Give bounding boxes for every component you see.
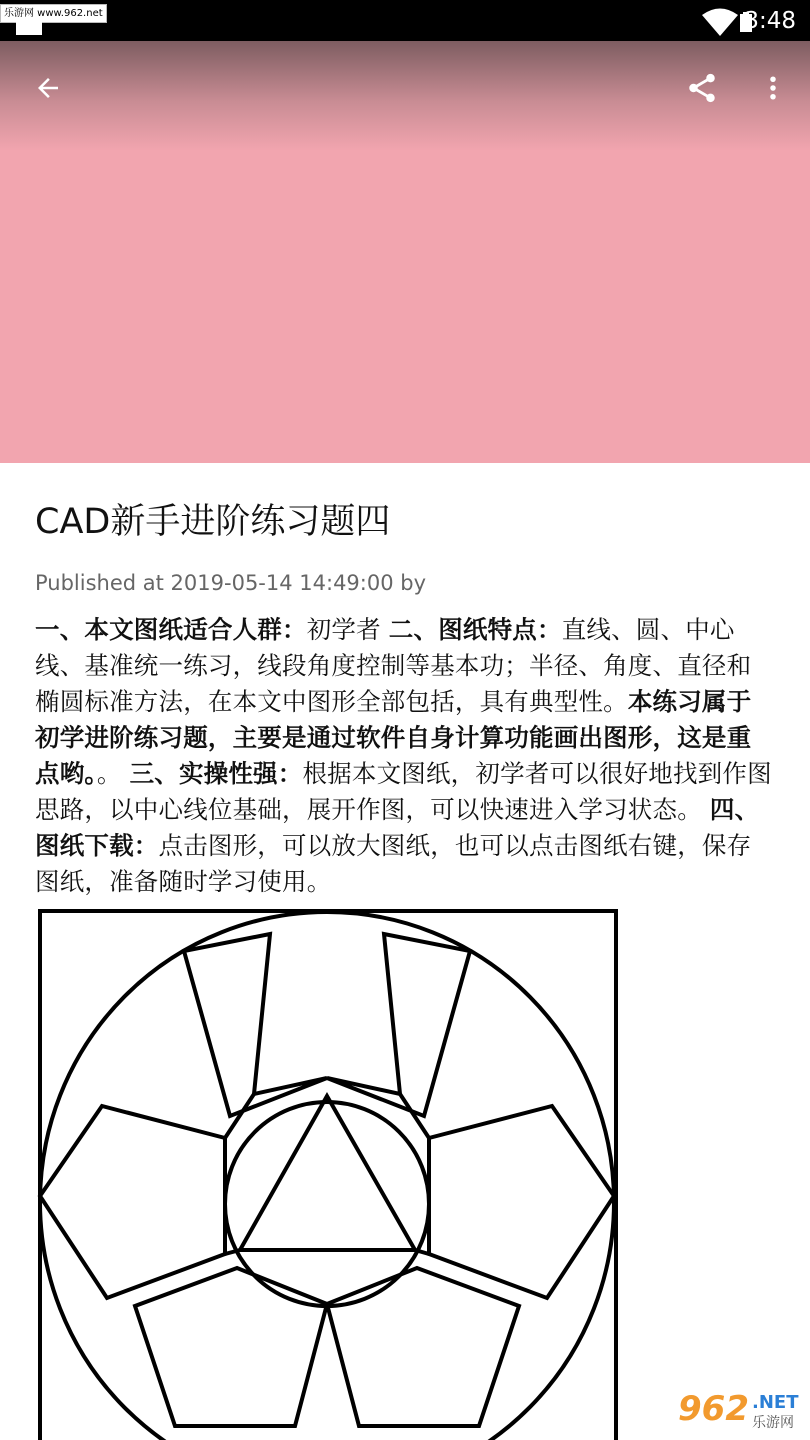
pentagon-br	[327, 1268, 519, 1426]
download-text: 点击图形，可以放大图纸，也可以点击图纸右键，保存图纸，准备随时学习使用。	[35, 831, 752, 896]
section-heading-audience: 一、本文图纸适合人群：	[35, 615, 307, 644]
cad-drawing-image[interactable]	[35, 906, 619, 1440]
hero-header	[0, 41, 810, 463]
outer-circle	[40, 912, 614, 1440]
wifi-icon	[700, 8, 740, 36]
audience-text: 初学者	[306, 615, 389, 644]
share-button[interactable]	[674, 60, 730, 116]
article-title: CAD新手进阶练习题四	[35, 502, 391, 542]
pentagon-left	[40, 1106, 225, 1298]
arrow-left-icon	[33, 73, 63, 103]
punctuation-text: 。	[96, 759, 130, 788]
article-body	[35, 612, 775, 900]
pentagon-bl	[135, 1268, 327, 1426]
status-clock: 3:48	[744, 8, 796, 34]
features-text: 直线、圆、中心线、基准统一练习，线段角度控制等基本功；半径、角度、直径和椭圆标准方法，在本文中图形全部包括，具有典型性。	[35, 615, 752, 716]
connector-lines	[225, 1094, 429, 1254]
drawing-frame	[40, 911, 616, 1440]
pentagon-right	[429, 1106, 614, 1298]
more-options-button[interactable]	[745, 60, 801, 116]
site-logo-watermark	[668, 1389, 808, 1437]
emphasis-text: 本练习属于初学进阶练习题，主要是通过软件自身计算功能画出图形，这是重点哟。	[35, 687, 752, 788]
status-bar	[0, 0, 810, 41]
notification-icon	[16, 21, 42, 35]
logo-number: 962	[678, 1389, 749, 1429]
logo-cn: 乐游网	[752, 1415, 794, 1431]
share-icon	[685, 71, 719, 105]
section-heading-download: 四、图纸下载：	[35, 795, 760, 860]
pentagon-tr	[327, 934, 470, 1116]
article-meta: Published at 2019-05-14 14:49:00 by	[35, 571, 427, 595]
section-heading-features: 二、图纸特点：	[388, 615, 562, 644]
inner-triangle	[240, 1096, 415, 1250]
practice-text: 根据本文图纸，初学者可以很好地找到作图思路，以中心线位基础，展开作图，可以快速进入学习状态。	[35, 759, 772, 824]
section-heading-practice: 三、实操性强：	[129, 759, 303, 788]
article-content	[35, 492, 775, 900]
back-button[interactable]	[20, 60, 76, 116]
site-watermark: 乐游网 www.962.net	[0, 4, 107, 23]
logo-net: .NET	[752, 1392, 799, 1413]
more-vert-icon	[758, 73, 788, 103]
pentagon-tl	[184, 934, 327, 1116]
cad-drawing	[35, 906, 619, 1440]
